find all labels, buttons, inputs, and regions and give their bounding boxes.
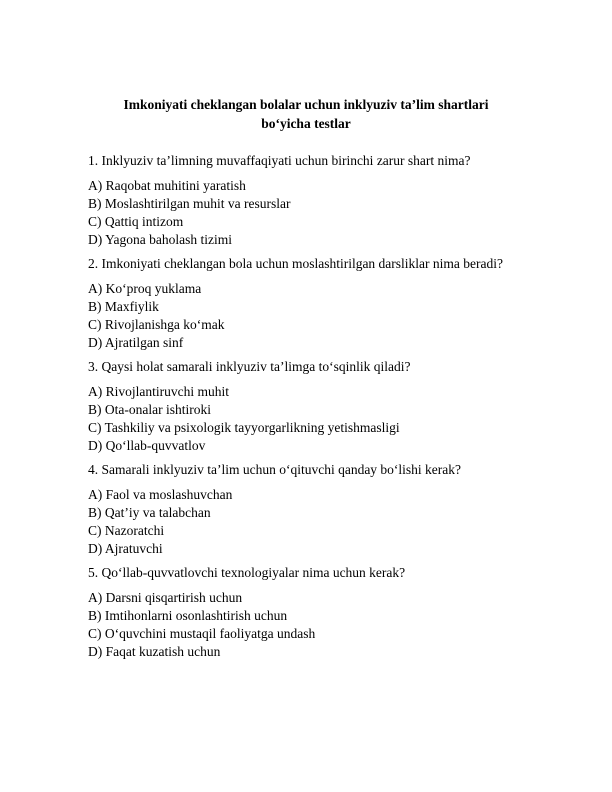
answer-option-a: A) Raqobat muhitini yaratish [88, 178, 246, 193]
answer-option-d: D) Yagona baholash tizimi [88, 232, 232, 247]
answer-option-c: C) O‘quvchini mustaqil faoliyatga undash [88, 626, 316, 641]
question-text: 2. Imkoniyati cheklangan bola uchun moslashtirilgan darsliklar nima beradi? [88, 256, 504, 271]
answer-option-c: C) Nazoratchi [88, 523, 165, 538]
answer-option-d: D) Ajratuvchi [88, 541, 163, 556]
document-title-line-1: Imkoniyati cheklangan bolalar uchun inklyuziv ta’lim shartlari [123, 97, 489, 112]
answer-option-c: C) Rivojlanishga ko‘mak [88, 317, 225, 332]
question-text: 1. Inklyuziv ta’limning muvaffaqiyati uchun birinchi zarur shart nima? [88, 153, 471, 168]
answer-option-d: D) Faqat kuzatish uchun [88, 644, 221, 659]
question-text: 4. Samarali inklyuziv ta’lim uchun o‘qituvchi qanday bo‘lishi kerak? [88, 462, 462, 477]
question-4 [88, 461, 568, 558]
question-3 [88, 358, 568, 455]
answer-option-b: B) Ota-onalar ishtiroki [88, 402, 211, 417]
answer-option-c: C) Qattiq intizom [88, 214, 184, 229]
question-1 [88, 152, 568, 249]
answer-option-a: A) Ko‘proq yuklama [88, 281, 202, 296]
answer-option-c: C) Tashkiliy va psixologik tayyorgarlikning yetishmasligi [88, 420, 400, 435]
question-list [88, 152, 568, 661]
answer-option-a: A) Faol va moslashuvchan [88, 487, 233, 502]
answer-option-b: B) Maxfiylik [88, 299, 159, 314]
question-5 [88, 564, 568, 661]
question-2 [88, 255, 568, 352]
answer-option-d: D) Ajratilgan sinf [88, 335, 184, 350]
answer-option-a: A) Darsni qisqartirish uchun [88, 590, 243, 605]
question-text: 3. Qaysi holat samarali inklyuziv ta’limga to‘sqinlik qiladi? [88, 359, 411, 374]
answer-option-b: B) Moslashtirilgan muhit va resurslar [88, 196, 291, 211]
answer-option-a: A) Rivojlantiruvchi muhit [88, 384, 229, 399]
document-title-line-2: bo‘yicha testlar [261, 116, 351, 131]
question-text: 5. Qo‘llab-quvvatlovchi texnologiyalar nima uchun kerak? [88, 565, 406, 580]
answer-option-b: B) Qat’iy va talabchan [88, 505, 211, 520]
answer-option-d: D) Qo‘llab-quvvatlov [88, 438, 206, 453]
answer-option-b: B) Imtihonlarni osonlashtirish uchun [88, 608, 288, 623]
